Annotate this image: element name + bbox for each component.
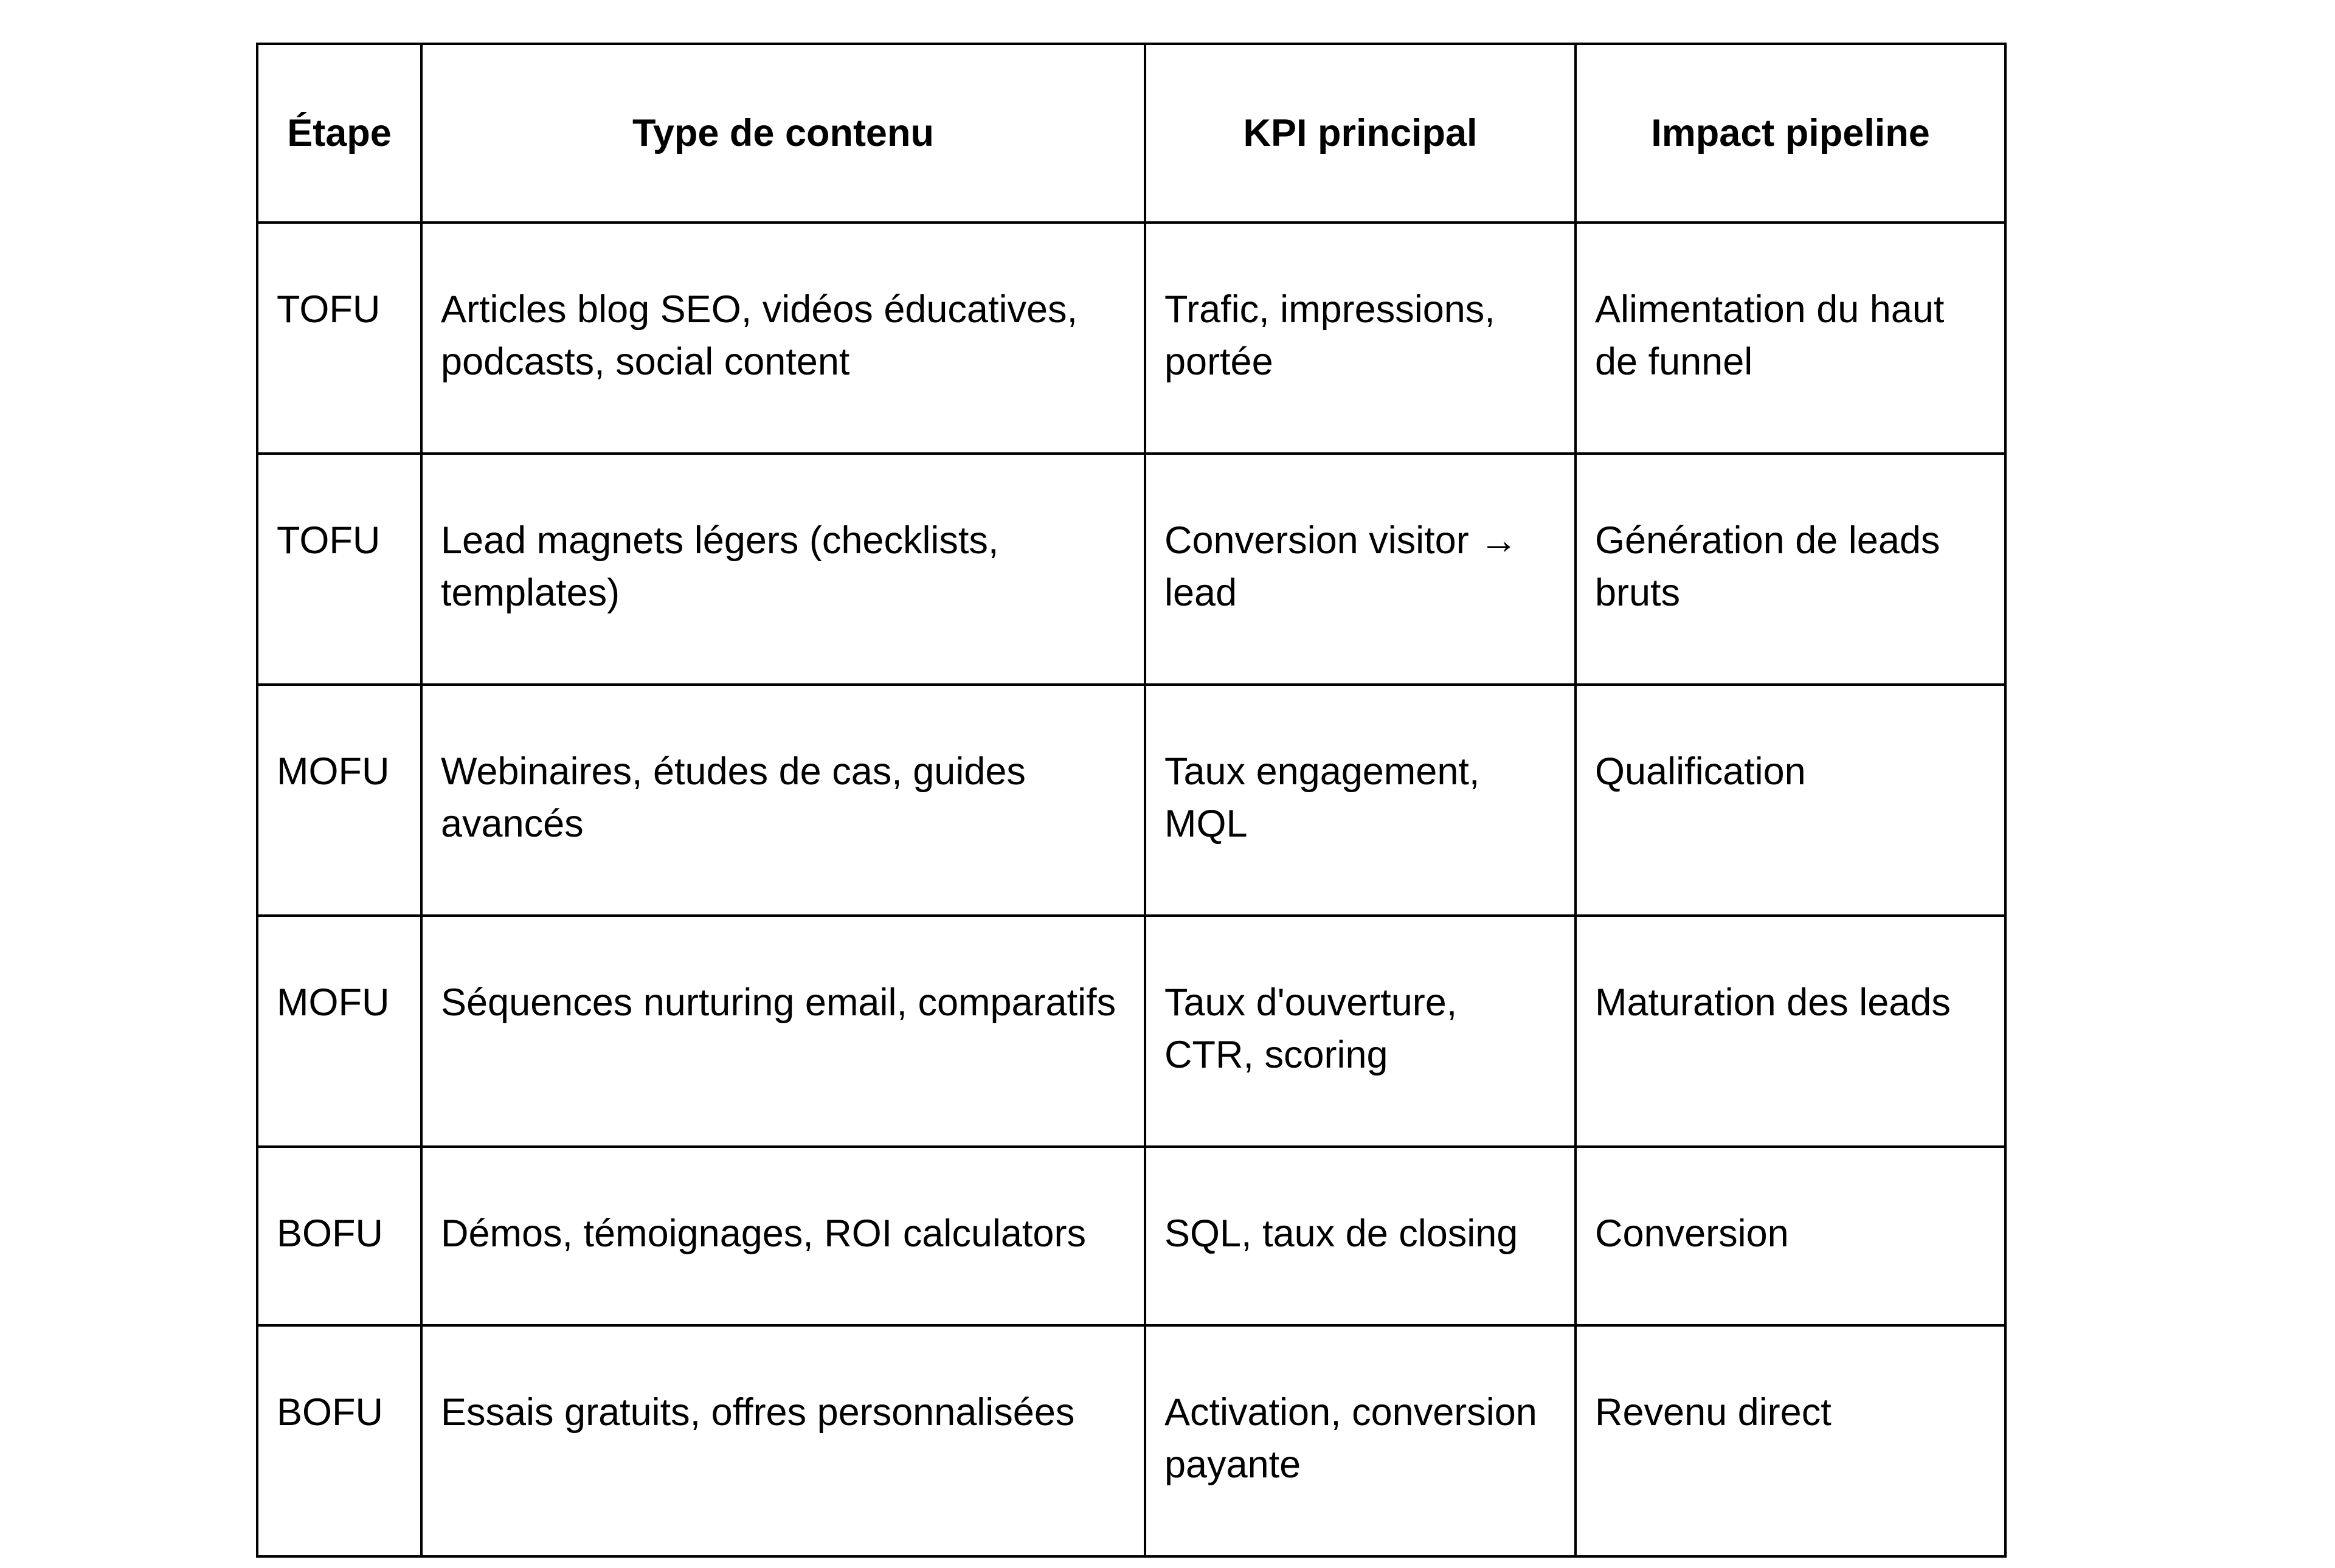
cell-type-de-contenu: Séquences nurturing email, comparatifs	[421, 916, 1145, 1147]
cell-type-de-contenu: Articles blog SEO, vidéos éducatives, podcasts, social content	[421, 223, 1145, 454]
header-etape: Étape	[257, 44, 421, 223]
cell-kpi-principal: SQL, taux de closing	[1145, 1147, 1576, 1325]
cell-etape: MOFU	[257, 685, 421, 916]
cell-kpi-principal: Taux d'ouverture, CTR, scoring	[1145, 916, 1576, 1147]
table-row	[257, 223, 2005, 454]
header-impact-pipeline: Impact pipeline	[1576, 44, 2005, 223]
table-row	[257, 916, 2005, 1147]
cell-etape: MOFU	[257, 916, 421, 1147]
cell-type-de-contenu: Webinaires, études de cas, guides avancés	[421, 685, 1145, 916]
cell-impact-pipeline: Qualification	[1576, 685, 2005, 916]
header-row	[257, 44, 2005, 223]
table-row	[257, 1147, 2005, 1325]
cell-etape: BOFU	[257, 1147, 421, 1325]
cell-kpi-principal: Trafic, impressions, portée	[1145, 223, 1576, 454]
content-funnel-table-container	[256, 43, 2007, 1558]
cell-impact-pipeline: Revenu direct	[1576, 1325, 2005, 1556]
header-kpi-principal: KPI principal	[1145, 44, 1576, 223]
cell-etape: BOFU	[257, 1325, 421, 1556]
table-row	[257, 685, 2005, 916]
cell-kpi-principal: Conversion visitor → lead	[1145, 454, 1576, 685]
cell-kpi-principal: Taux engagement, MQL	[1145, 685, 1576, 916]
cell-etape: TOFU	[257, 223, 421, 454]
header-type-de-contenu: Type de contenu	[421, 44, 1145, 223]
table-row	[257, 454, 2005, 685]
table-row	[257, 1325, 2005, 1556]
cell-kpi-principal: Activation, conversion payante	[1145, 1325, 1576, 1556]
cell-impact-pipeline: Maturation des leads	[1576, 916, 2005, 1147]
cell-etape: TOFU	[257, 454, 421, 685]
cell-type-de-contenu: Essais gratuits, offres personnalisées	[421, 1325, 1145, 1556]
cell-impact-pipeline: Alimentation du haut de funnel	[1576, 223, 2005, 454]
cell-impact-pipeline: Génération de leads bruts	[1576, 454, 2005, 685]
cell-type-de-contenu: Lead magnets légers (checklists, templates)	[421, 454, 1145, 685]
cell-impact-pipeline: Conversion	[1576, 1147, 2005, 1325]
content-funnel-table	[256, 43, 2007, 1558]
cell-type-de-contenu: Démos, témoignages, ROI calculators	[421, 1147, 1145, 1325]
